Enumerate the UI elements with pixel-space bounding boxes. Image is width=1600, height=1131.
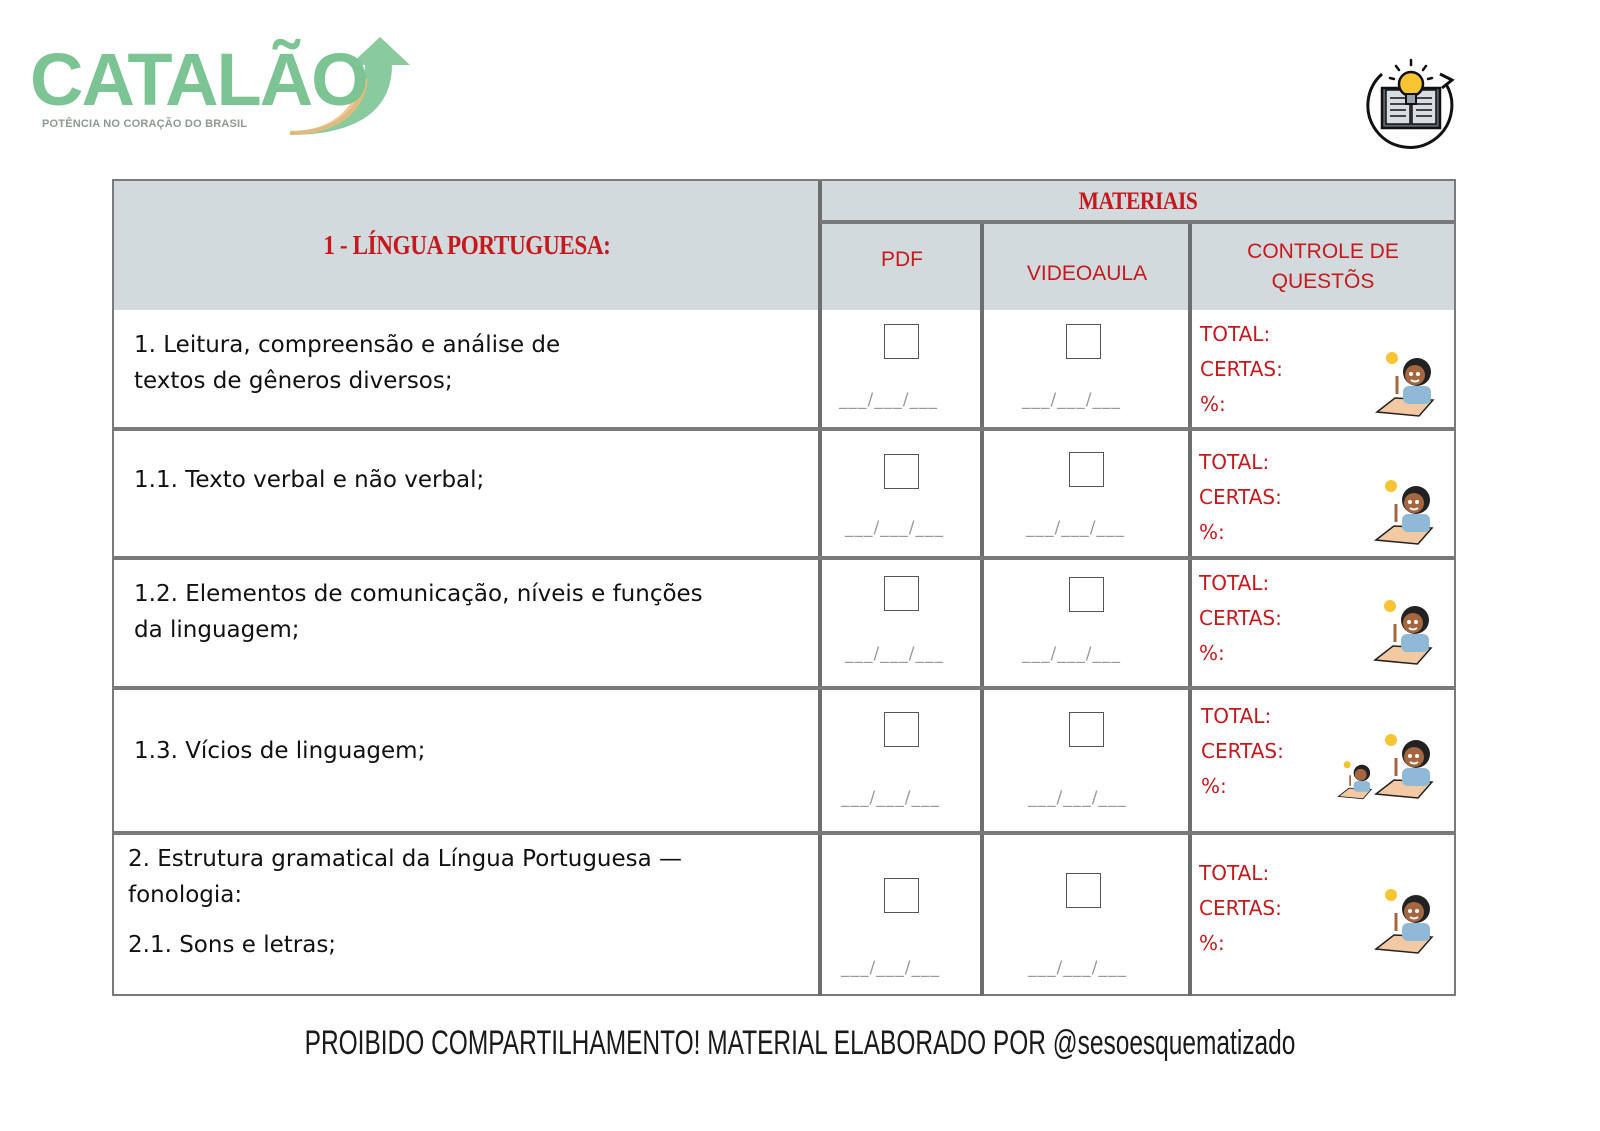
table-row-topic	[134, 733, 814, 769]
stat-total-label: TOTAL:	[1199, 571, 1270, 595]
stat-percent-label: %:	[1201, 774, 1227, 798]
videoaula-checkbox[interactable]	[1069, 712, 1104, 747]
question-stats	[1199, 566, 1282, 671]
subject-title-cell	[114, 181, 820, 310]
topic-line: 1. Leitura, compreensão e análise de	[134, 332, 561, 358]
table-row-topic	[134, 327, 814, 399]
topic-line: 2.1. Sons e letras;	[128, 932, 337, 958]
study-tracker-table	[112, 179, 1456, 996]
stat-total-label: TOTAL:	[1201, 704, 1272, 728]
student-lightbulb-icon	[1372, 732, 1440, 800]
question-stats	[1201, 699, 1284, 804]
pdf-checkbox[interactable]	[884, 454, 919, 489]
videoaula-date-field[interactable]: ___/___/___	[1022, 644, 1121, 664]
question-stats	[1199, 445, 1282, 550]
student-lightbulb-icon	[1372, 478, 1440, 546]
videoaula-checkbox[interactable]	[1066, 324, 1101, 359]
table-row-topic	[128, 841, 818, 963]
divider	[114, 427, 1454, 431]
pdf-checkbox[interactable]	[884, 712, 919, 747]
logo-wordmark: CATALÃO	[30, 38, 367, 121]
table-row-topic	[134, 462, 814, 498]
videoaula-date-field[interactable]: ___/___/___	[1026, 518, 1125, 538]
pdf-date-field[interactable]: ___/___/___	[845, 644, 944, 664]
stat-certas-label: CERTAS:	[1199, 485, 1282, 509]
videoaula-date-field[interactable]: ___/___/___	[1022, 390, 1121, 410]
stat-percent-label: %:	[1199, 520, 1225, 544]
stat-certas-label: CERTAS:	[1199, 896, 1282, 920]
footer-notice: PROIBIDO COMPARTILHAMENTO! MATERIAL ELABORADO POR @sesoesquematizado	[304, 1024, 1296, 1062]
subject-title: 1 - LÍNGUA PORTUGUESA:	[323, 230, 611, 260]
divider	[114, 831, 1454, 835]
topic-line: 1.2. Elementos de comunicação, níveis e funções	[134, 581, 703, 607]
stat-total-label: TOTAL:	[1199, 861, 1270, 885]
pdf-checkbox[interactable]	[884, 324, 919, 359]
topic-line: 1.3. Vícios de linguagem;	[134, 738, 426, 764]
column-header-videoaula	[984, 224, 1190, 310]
videoaula-checkbox[interactable]	[1069, 577, 1104, 612]
videoaula-checkbox[interactable]	[1066, 873, 1101, 908]
pdf-date-field[interactable]: ___/___/___	[845, 518, 944, 538]
videoaula-date-field[interactable]: ___/___/___	[1028, 958, 1127, 978]
column-header-controle	[1192, 224, 1454, 310]
stat-percent-label: %:	[1199, 641, 1225, 665]
stat-percent-label: %:	[1199, 931, 1225, 955]
column-header-videoaula-label: VIDEOAULA	[1026, 262, 1148, 285]
pdf-checkbox[interactable]	[884, 576, 919, 611]
pdf-checkbox[interactable]	[884, 878, 919, 913]
column-header-pdf	[822, 224, 982, 310]
stat-certas-label: CERTAS:	[1199, 606, 1282, 630]
stat-total-label: TOTAL:	[1199, 450, 1270, 474]
divider	[980, 222, 984, 996]
column-header-controle-line2: QUESTÕS	[1271, 270, 1375, 293]
videoaula-checkbox[interactable]	[1069, 452, 1104, 487]
divider	[820, 220, 1454, 224]
logo-tagline: POTÊNCIA NO CORAÇÃO DO BRASIL	[42, 118, 248, 130]
pdf-date-field[interactable]: ___/___/___	[841, 788, 940, 808]
book-lightbulb-cycle-icon	[1362, 54, 1460, 152]
topic-line: 1.1. Texto verbal e não verbal;	[134, 467, 485, 493]
student-lightbulb-small-icon	[1336, 760, 1376, 800]
student-lightbulb-icon	[1373, 350, 1441, 418]
table-row-topic	[134, 576, 814, 648]
stat-total-label: TOTAL:	[1200, 322, 1271, 346]
column-header-pdf-label: PDF	[881, 248, 923, 271]
topic-line: 2. Estrutura gramatical da Língua Portuguesa —	[128, 846, 683, 872]
student-lightbulb-icon	[1372, 887, 1440, 955]
materiais-label: MATERIAIS	[1078, 187, 1198, 215]
stat-certas-label: CERTAS:	[1200, 357, 1283, 381]
divider	[114, 556, 1454, 560]
column-header-controle-line1: CONTROLE DE	[1247, 240, 1399, 263]
stat-percent-label: %:	[1200, 392, 1226, 416]
pdf-date-field[interactable]: ___/___/___	[841, 958, 940, 978]
student-lightbulb-icon	[1371, 598, 1439, 666]
topic-line: da linguagem;	[134, 617, 300, 643]
divider	[818, 181, 822, 996]
topic-line: textos de gêneros diversos;	[134, 368, 453, 394]
divider	[114, 686, 1454, 690]
topic-line: fonologia:	[128, 882, 243, 908]
catalao-logo	[30, 35, 410, 135]
pdf-date-field[interactable]: ___/___/___	[839, 390, 938, 410]
divider	[1188, 222, 1192, 996]
materiais-header	[822, 181, 1454, 222]
question-stats	[1199, 856, 1282, 961]
question-stats	[1200, 317, 1283, 422]
videoaula-date-field[interactable]: ___/___/___	[1028, 788, 1127, 808]
stat-certas-label: CERTAS:	[1201, 739, 1284, 763]
